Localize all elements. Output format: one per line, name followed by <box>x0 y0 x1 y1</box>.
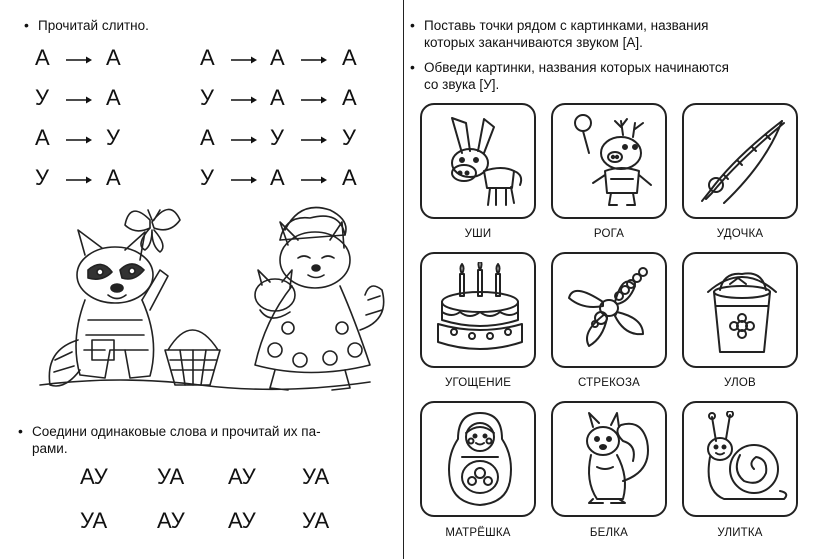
syllable: У <box>106 125 120 150</box>
syllable: А <box>35 125 50 150</box>
arrow-right-icon <box>231 175 257 185</box>
syllable: А <box>200 45 215 70</box>
syllable: А <box>35 45 50 70</box>
task-circle-starting-u <box>424 59 796 93</box>
card-label: СТРЕКОЗА <box>577 377 641 389</box>
word[interactable]: АУ <box>80 464 108 489</box>
syllable: А <box>200 125 215 150</box>
card-label: БЕЛКА <box>589 527 629 539</box>
task-line: • Обведи картинки, названия которых начинаются <box>424 60 729 75</box>
cake-icon <box>432 262 528 358</box>
raccoon-icon <box>49 230 168 386</box>
word[interactable]: УА <box>157 464 185 489</box>
donkey-icon <box>432 113 528 209</box>
syllable: У <box>200 85 214 110</box>
card-label: УГОЩЕНИЕ <box>444 377 512 389</box>
card-label: МАТРЁШКА <box>445 527 511 539</box>
arrow-right-icon <box>231 95 257 105</box>
matryoshka-icon <box>432 411 528 507</box>
task-line: которых заканчиваются звуком [А]. <box>424 35 643 50</box>
picture-card-matreshka[interactable] <box>420 401 536 517</box>
syllable: А <box>270 85 285 110</box>
picture-card-ulitka[interactable] <box>682 401 798 517</box>
syllable: А <box>106 45 121 70</box>
word[interactable]: АУ <box>228 464 256 489</box>
arrow-right-icon <box>231 135 257 145</box>
squirrel-icon <box>563 411 659 507</box>
syllable: А <box>270 45 285 70</box>
arrow-right-icon <box>231 55 257 65</box>
syllable: У <box>35 165 49 190</box>
task-line: • Поставь точки рядом с картинками, названия <box>424 18 709 33</box>
arrow-right-icon <box>301 55 327 65</box>
card-label: УДОЧКА <box>716 228 764 240</box>
picture-card-ulov[interactable] <box>682 252 798 368</box>
bucket-icon <box>694 262 790 358</box>
task-line: • Соедини одинаковые слова и прочитай их па- <box>32 424 321 439</box>
syllable: У <box>35 85 49 110</box>
arrow-right-icon <box>301 95 327 105</box>
task-line: со звука [У]. <box>424 77 500 92</box>
snail-icon <box>694 411 790 507</box>
deer-pig-icon <box>563 113 659 209</box>
syllable: А <box>106 165 121 190</box>
syllable: А <box>342 165 357 190</box>
word[interactable]: УА <box>80 508 108 533</box>
page-divider <box>403 0 404 559</box>
word[interactable]: АУ <box>228 508 256 533</box>
cat-icon <box>255 208 384 391</box>
butterfly-icon <box>125 209 180 252</box>
card-label: РОГА <box>593 228 625 240</box>
word[interactable]: УА <box>302 508 330 533</box>
task-connect-words <box>32 423 388 457</box>
raccoon-and-cat-illustration <box>30 200 390 410</box>
picture-card-ushi[interactable] <box>420 103 536 219</box>
fishing-rod-icon <box>694 113 790 209</box>
syllable: А <box>342 85 357 110</box>
card-label: УЛИТКА <box>717 527 763 539</box>
syllable: А <box>270 165 285 190</box>
syllable: У <box>200 165 214 190</box>
task-read-fluently: • Прочитай слитно. <box>38 17 149 34</box>
picture-card-belka[interactable] <box>551 401 667 517</box>
basket-icon <box>165 330 220 385</box>
word[interactable]: АУ <box>157 508 185 533</box>
picture-card-roga[interactable] <box>551 103 667 219</box>
task-line: рами. <box>32 441 68 456</box>
syllable: У <box>342 125 356 150</box>
picture-card-ugoshchenie[interactable] <box>420 252 536 368</box>
picture-card-strekoza[interactable] <box>551 252 667 368</box>
word[interactable]: УА <box>302 464 330 489</box>
arrow-right-icon <box>301 135 327 145</box>
syllable: У <box>270 125 284 150</box>
picture-card-udochka[interactable] <box>682 103 798 219</box>
card-label: УШИ <box>464 228 492 240</box>
syllable: А <box>342 45 357 70</box>
card-label: УЛОВ <box>724 377 756 389</box>
arrow-right-icon <box>301 175 327 185</box>
dragonfly-icon <box>563 262 659 358</box>
syllable: А <box>106 85 121 110</box>
task-dots-ending-a <box>424 17 796 51</box>
